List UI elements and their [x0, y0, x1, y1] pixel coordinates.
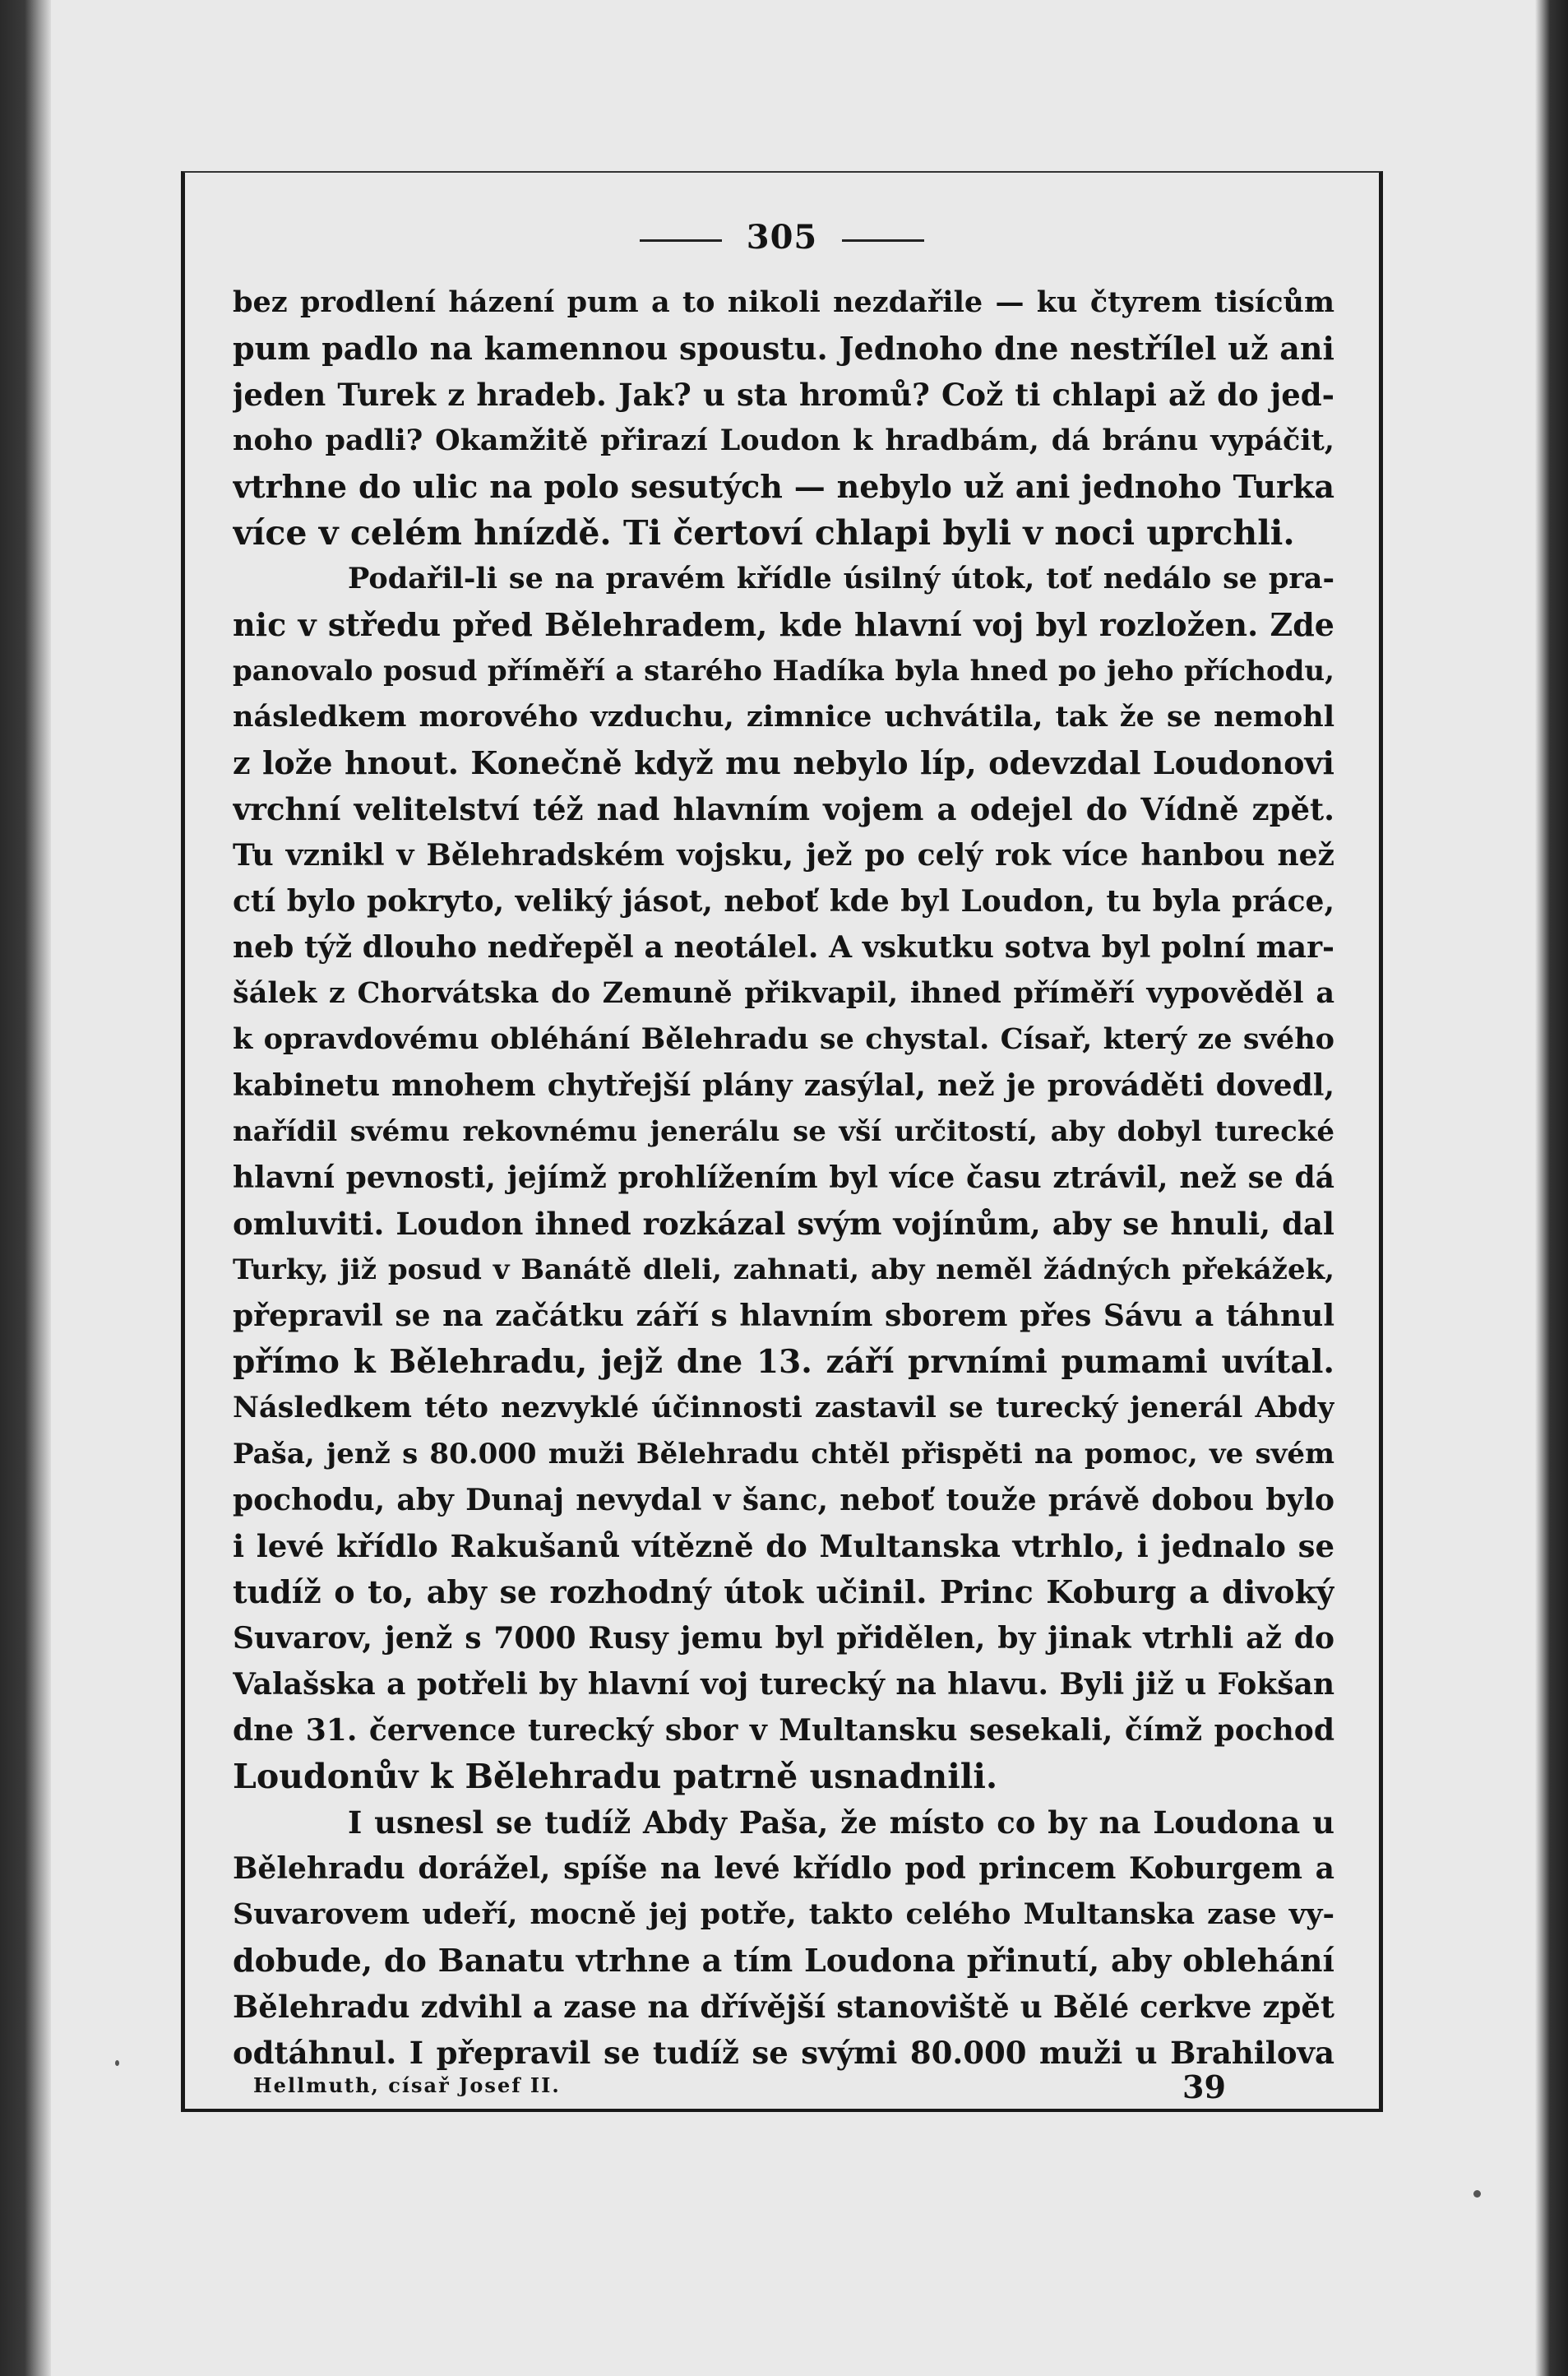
text-line: Paša, jenž s 80.000 muži Bělehradu chtěl přispěti na pomoc, ve svém — [233, 1438, 1334, 1471]
scan-speck — [115, 2060, 119, 2066]
text-line: i levé křídlo Rakušanů vítězně do Multanska vtrhlo, i jednalo se — [233, 1528, 1334, 1564]
text-line: pum padlo na kamennou spoustu. Jednoho dne nestřílel už ani — [233, 330, 1334, 367]
text-line: Podařil-li se na pravém křídle úsilný útok, toť nedálo se pra- — [348, 562, 1334, 595]
text-line: vtrhne do ulic na polo sesutých — nebylo už ani jednoho Turka — [233, 468, 1334, 505]
text-line: více v celém hnízdě. Ti čertoví chlapi byli v noci uprchli. — [233, 513, 1295, 553]
text-line: hlavní pevnosti, jejímž prohlížením byl více času ztrávil, než se dá — [233, 1160, 1334, 1195]
page-number: 305 — [746, 218, 818, 257]
scan-speck — [1473, 2190, 1481, 2198]
body-text — [233, 280, 1334, 2076]
sheet-number: 39 — [1182, 2068, 1226, 2105]
text-line: Valašska a potřeli by hlavní voj turecký na hlavu. Byli již u Fokšan — [233, 1667, 1334, 1702]
text-line: omluviti. Loudon ihned rozkázal svým vojínům, aby se hnuli, dal — [233, 1206, 1334, 1242]
text-line: bez prodlení házení pum a to nikoli nezdařile — ku čtyrem tisícům — [233, 285, 1334, 319]
text-line: k opravdovému obléhání Bělehradu se chystal. Císař, který ze svého — [233, 1022, 1334, 1056]
page-frame — [181, 171, 1383, 2112]
text-line: pochodu, aby Dunaj nevydal v šanc, neboť touže právě dobou bylo — [233, 1483, 1334, 1517]
text-line: Tu vznikl v Bělehradském vojsku, jež po celý rok více hanbou než — [233, 838, 1334, 873]
printer-signature: Hellmuth, císař Josef II. — [253, 2073, 561, 2097]
text-line: neb týž dlouho nedřepěl a neotálel. A vskutku sotva byl polní mar- — [233, 930, 1334, 965]
text-line: ctí bylo pokryto, veliký jásot, neboť kde byl Loudon, tu byla práce, — [233, 884, 1334, 919]
text-line: Suvarov, jenž s 7000 Rusy jemu byl přidělen, by jinak vtrhli až do — [233, 1621, 1334, 1656]
text-line: kabinetu mnohem chytřejší plány zasýlal, než je prováděti dovedl, — [233, 1068, 1334, 1103]
text-line: dne 31. července turecký sbor v Multansku sesekali, čímž pochod — [233, 1713, 1334, 1748]
text-line: Bělehradu zdvihl a zase na dřívější stanoviště u Bělé cerkve zpět — [233, 1989, 1334, 2025]
text-line: z lože hnout. Konečně když mu nebylo líp, odevzdal Loudonovi — [233, 744, 1334, 781]
text-line: Loudonův k Bělehradu patrně usnadnili. — [233, 1757, 998, 1796]
text-line: jeden Turek z hradeb. Jak? u sta hromů? Což ti chlapi až do jed- — [233, 377, 1334, 413]
text-line: Následkem této nezvyklé účinnosti zastavil se turecký jenerál Abdy — [233, 1391, 1334, 1424]
header-rule-left — [640, 239, 722, 242]
text-line: přímo k Bělehradu, jejž dne 13. září prvními pumami uvítal. — [233, 1343, 1334, 1381]
text-line: odtáhnul. I přepravil se tudíž se svými 80.000 muži u Brahilova — [233, 2035, 1334, 2071]
page-header — [185, 218, 1379, 257]
text-line: přepravil se na začátku září s hlavním sborem přes Sávu a táhnul — [233, 1299, 1334, 1333]
text-line: nařídil svému rekovnému jenerálu se vší určitostí, aby dobyl turecké — [233, 1115, 1334, 1148]
text-line: tudíž o to, aby se rozhodný útok učinil. Princ Koburg a divoký — [233, 1573, 1334, 1610]
text-line: Bělehradu dorážel, spíše na levé křídlo pod princem Koburgem a — [233, 1851, 1334, 1886]
text-line: následkem morového vzduchu, zimnice uchvátila, tak že se nemohl — [233, 700, 1334, 734]
text-line: noho padli? Okamžitě přirazí Loudon k hradbám, dá bránu vypáčit, — [233, 424, 1334, 457]
text-line: šálek z Chorvátska do Zemuně přikvapil, ihned příměří vypověděl a — [233, 976, 1334, 1010]
scan-edge-right — [1535, 0, 1568, 2376]
text-line: Turky, již posud v Banátě dleli, zahnati, aby neměl žádných překážek, — [233, 1253, 1334, 1286]
text-line: vrchní velitelství též nad hlavním vojem a odejel do Vídně zpět. — [233, 791, 1334, 827]
text-line: panovalo posud příměří a starého Hadíka byla hned po jeho příchodu, — [233, 655, 1334, 688]
text-line: Suvarovem udeří, mocně jej potře, takto celého Multanska zase vy- — [233, 1897, 1334, 1931]
header-rule-right — [842, 239, 924, 242]
text-line: dobude, do Banatu vtrhne a tím Loudona přinutí, aby oblehání — [233, 1942, 1334, 1979]
text-line: nic v středu před Bělehradem, kde hlavní voj byl rozložen. Zde — [233, 606, 1334, 643]
page-footer — [233, 2068, 1302, 2105]
text-line: I usnesl se tudíž Abdy Paša, že místo co by na Loudona u — [348, 1804, 1334, 1841]
scan-edge-left — [0, 0, 51, 2376]
